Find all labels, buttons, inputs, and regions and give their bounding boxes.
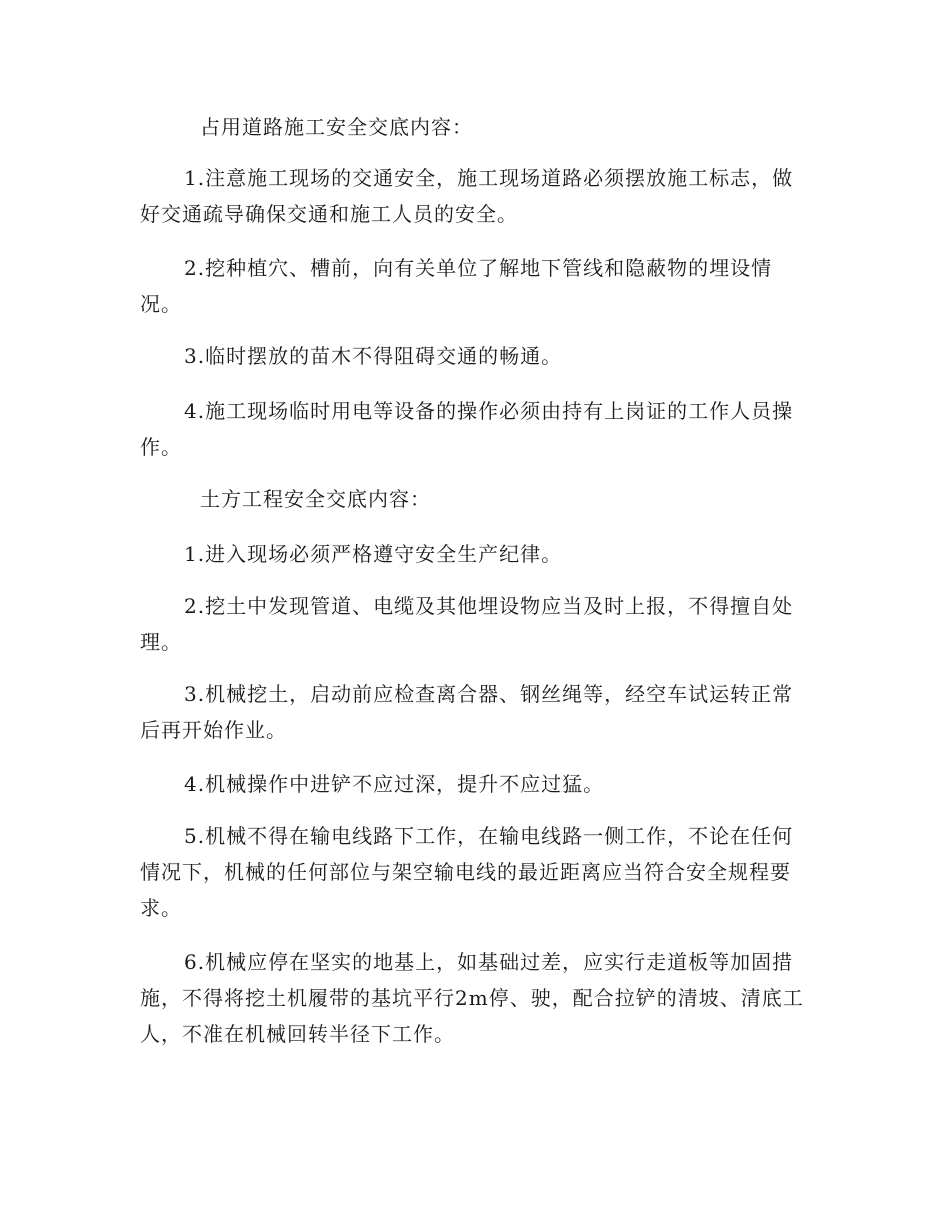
section-heading-road: 占用道路施工安全交底内容： <box>200 115 473 139</box>
earthwork-item-1: 1.进入现场必须严格遵守安全生产纪律。 <box>184 542 563 566</box>
road-item-4: 4.施工现场临时用电等设备的操作必须由持有上岗证的工作人员操作。 <box>140 399 794 459</box>
earthwork-item-3: 3.机械挖土，启动前应检查离合器、钢丝绳等，经空车试运转正常后再开始作业。 <box>140 682 794 742</box>
earthwork-item-6: 6.机械应停在坚实的地基上，如基础过差，应实行走道板等加固措施，不得将挖土机履带的基坑平行2m停、驶，配合拉铲的清坡、清底工人，不准在机械回转半径下工作。 <box>140 950 804 1046</box>
earthwork-item-5: 5.机械不得在输电线路下工作，在输电线路一侧工作，不论在任何情况下，机械的任何部位与架空输电线的最近距离应当符合安全规程要求。 <box>140 824 794 920</box>
earthwork-item-2: 2.挖土中发现管道、电缆及其他埋设物应当及时上报，不得擅自处理。 <box>140 594 794 654</box>
section-heading-earthwork: 土方工程安全交底内容： <box>200 487 431 511</box>
earthwork-item-4: 4.机械操作中进铲不应过深，提升不应过猛。 <box>184 772 605 796</box>
road-item-3: 3.临时摆放的苗木不得阻碍交通的畅通。 <box>184 344 563 368</box>
road-item-1: 1.注意施工现场的交通安全，施工现场道路必须摆放施工标志，做好交通疏导确保交通和施工人员的安全。 <box>140 166 794 226</box>
road-item-2: 2.挖种植穴、槽前，向有关单位了解地下管线和隐蔽物的埋设情况。 <box>140 256 773 316</box>
